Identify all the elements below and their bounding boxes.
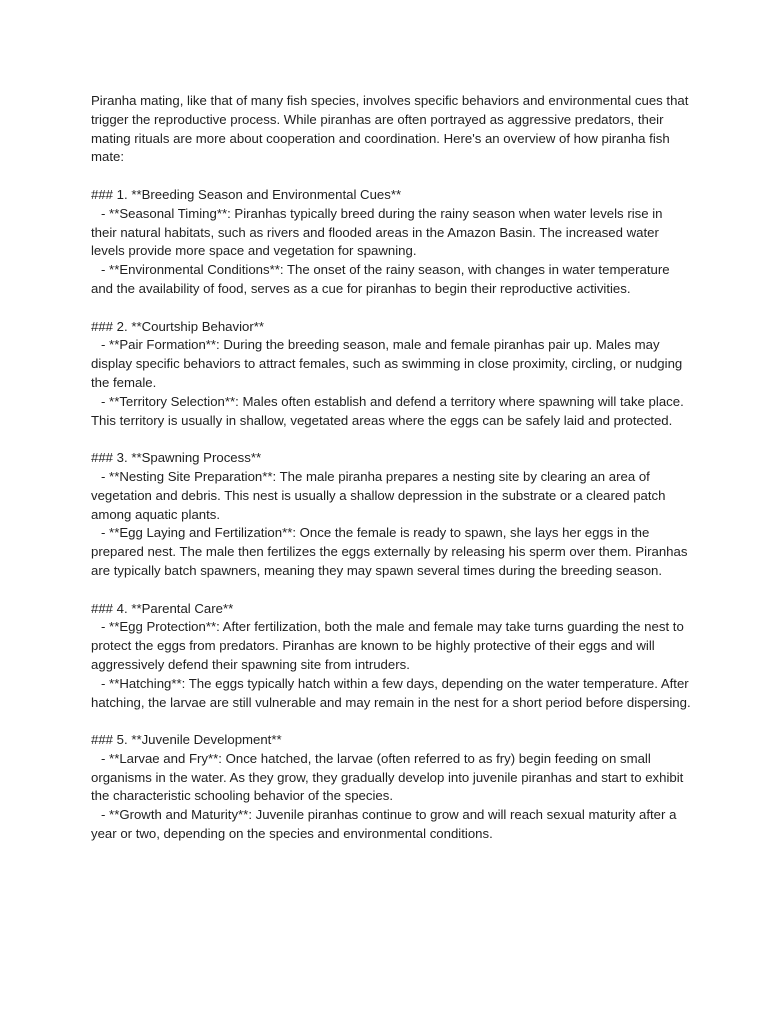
list-item xyxy=(91,618,691,674)
section-heading: ### 1. **Breeding Season and Environmental Cues** xyxy=(91,186,402,202)
section-heading: ### 3. **Spawning Process** xyxy=(91,450,262,466)
list-item-text: - **Territory Selection**: Males often establish and defend a territory where spawning will take place. This territory is usually in shallow, vegetated areas where the eggs can be safely laid and protected. xyxy=(91,393,684,428)
list-item xyxy=(91,524,691,580)
section-heading: ### 4. **Parental Care** xyxy=(91,600,234,616)
document-page xyxy=(91,92,691,863)
list-item-text: - **Egg Laying and Fertilization**: Once the female is ready to spawn, she lays her eggs in the prepared nest. The male then fertilizes the eggs externally by releasing his sperm over them. Piranhas are typically batch spawners, meaning they may spawn several times during the breeding season. xyxy=(91,525,688,578)
list-item xyxy=(91,205,691,261)
list-item-text: - **Growth and Maturity**: Juvenile piranhas continue to grow and will reach sexual maturity after a year or two, depending on the species and environmental conditions. xyxy=(91,807,677,842)
section-courtship-behavior xyxy=(91,318,691,431)
list-item xyxy=(91,468,691,524)
list-item xyxy=(91,806,691,844)
list-item-text: - **Environmental Conditions**: The onset of the rainy season, with changes in water temperature and the availability of food, serves as a cue for piranhas to begin their reproductive activities. xyxy=(91,262,670,296)
list-item xyxy=(91,750,691,806)
section-juvenile-development xyxy=(91,731,691,844)
list-item-text: - **Larvae and Fry**: Once hatched, the larvae (often referred to as fry) begin feeding on small organisms in the water. As they grow, they gradually develop into juvenile piranhas and start to exhibit the characteristic schooling behavior of the species. xyxy=(91,750,684,804)
section-breeding-season xyxy=(91,186,691,299)
list-item xyxy=(91,261,691,299)
section-spawning-process xyxy=(91,449,691,581)
section-heading: ### 2. **Courtship Behavior** xyxy=(91,318,265,334)
list-item-text: - **Egg Protection**: After fertilization, both the male and female may take turns guarding the nest to protect the eggs from predators. Piranhas are known to be highly protective of their eggs and will aggressively defend their spawning site from intruders. xyxy=(91,619,684,672)
list-item-text: - **Seasonal Timing**: Piranhas typically breed during the rainy season when water levels rise in their natural habitats, such as rivers and flooded areas in the Amazon Basin. The increased water levels provide more space and vegetation for spawning. xyxy=(91,205,663,259)
list-item-text: - **Hatching**: The eggs typically hatch within a few days, depending on the water temperature. After hatching, the larvae are still vulnerable and may remain in the nest for a short period before dispersing. xyxy=(91,675,691,710)
intro-paragraph: Piranha mating, like that of many fish species, involves specific behaviors and environmental cues that trigger the reproductive process. While piranhas are often portrayed as aggressive predators, their mating rituals are more about cooperation and coordination. Here's an overview of how piranha fish mate: xyxy=(91,93,689,165)
list-item xyxy=(91,675,691,713)
list-item-text: - **Nesting Site Preparation**: The male piranha prepares a nesting site by clearing an area of vegetation and debris. This nest is usually a shallow depression in the substrate or a cleared patch among aquatic plants. xyxy=(91,468,666,522)
section-parental-care xyxy=(91,600,691,713)
list-item xyxy=(91,336,691,392)
section-heading: ### 5. **Juvenile Development** xyxy=(91,732,282,748)
list-item xyxy=(91,393,691,431)
list-item-text: - **Pair Formation**: During the breeding season, male and female piranhas pair up. Males may display specific behaviors to attract females, such as swimming in close proximity, circling, or nudging the female. xyxy=(91,337,683,390)
